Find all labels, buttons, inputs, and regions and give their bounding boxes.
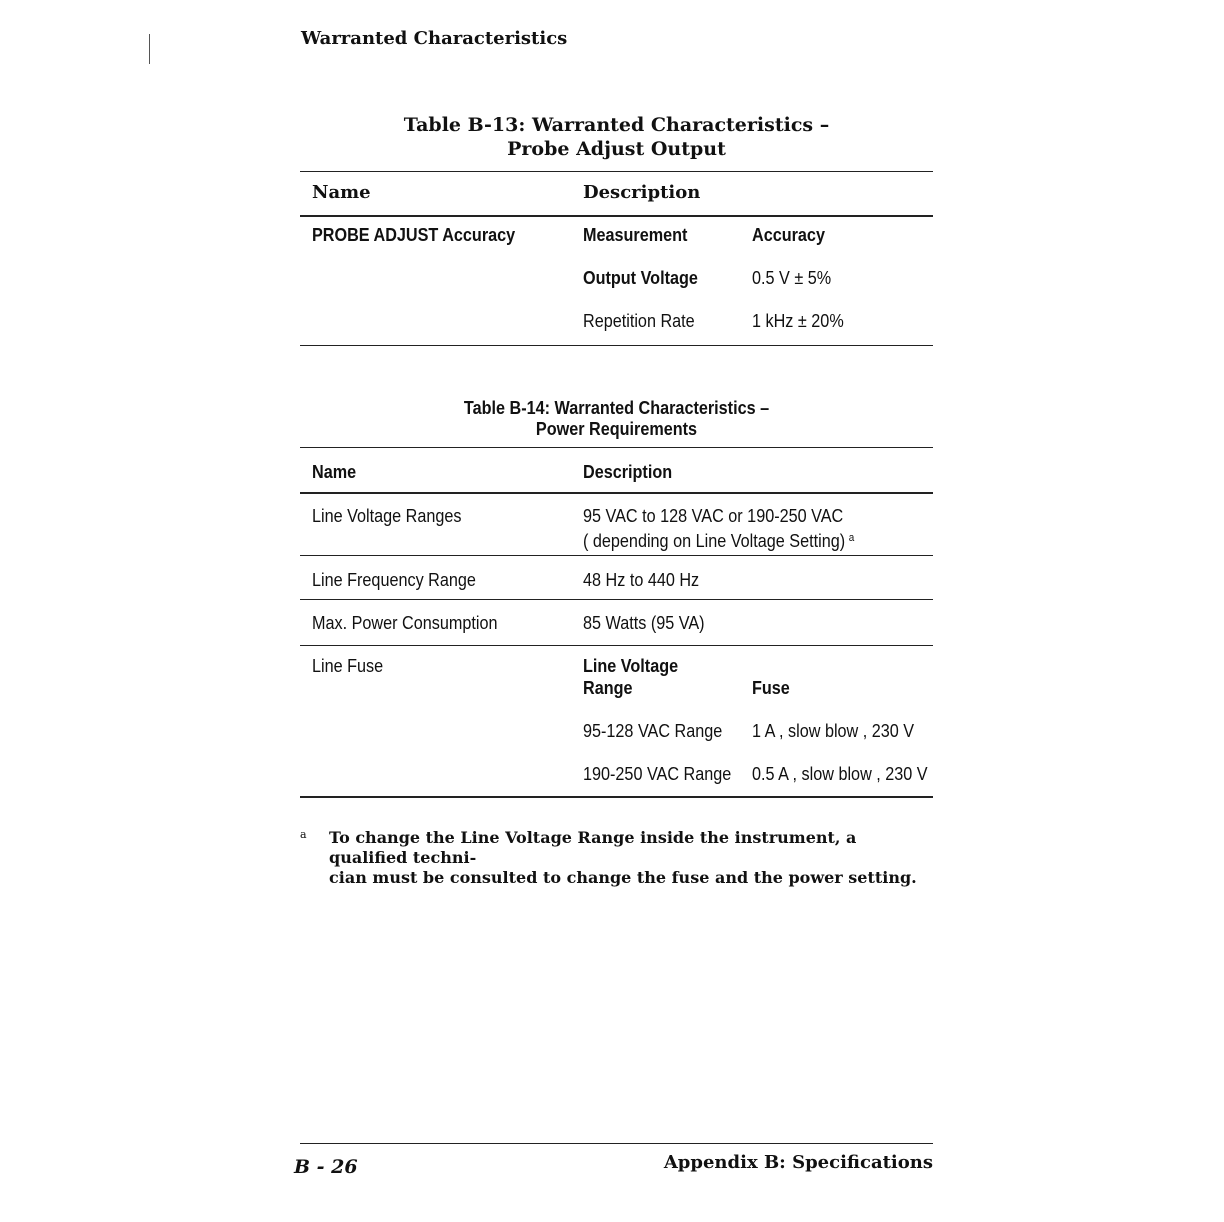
table-row-divider bbox=[300, 555, 933, 556]
table-b14-top-rule bbox=[300, 447, 933, 448]
table-b14-header-description: Description bbox=[583, 462, 673, 482]
table-b14-caption-line1: Table B-14: Warranted Characteristics – bbox=[463, 398, 770, 418]
table-row-name: Line Fuse bbox=[312, 656, 384, 676]
page-number: B - 26 bbox=[294, 1156, 358, 1178]
table-row-description: 85 Watts (95 VA) bbox=[583, 613, 705, 633]
table-b13-subheader-measurement: Measurement bbox=[583, 225, 688, 245]
footer-rule bbox=[300, 1143, 933, 1144]
fuse-range: 190-250 VAC Range bbox=[583, 764, 732, 784]
table-row-description-note: ( depending on Line Voltage Setting) $^a$ bbox=[583, 531, 855, 551]
table-b13-subheader-accuracy: Accuracy bbox=[752, 225, 825, 245]
table-b14-caption-line2: Power Requirements bbox=[535, 419, 698, 439]
footnote-reference: a bbox=[848, 532, 855, 544]
fuse-subheader-range: Range bbox=[583, 678, 633, 698]
table-b13-header-name: Name bbox=[312, 182, 371, 203]
table-b13-caption-line1: Table B-13: Warranted Characteristics – bbox=[403, 114, 830, 136]
section-title: Appendix B: Specifications bbox=[663, 1152, 933, 1173]
table-b14-header-rule bbox=[300, 492, 933, 494]
table-b13-row-name: PROBE ADJUST Accuracy bbox=[312, 225, 516, 245]
table-b13-header-description: Description bbox=[583, 182, 701, 203]
table-b13-accuracy: 0.5 V ± 5% bbox=[752, 268, 832, 288]
table-row-description: 95 VAC to 128 VAC or 190-250 VAC bbox=[583, 506, 844, 526]
fuse-subheader-range: Line Voltage bbox=[583, 656, 679, 676]
table-row-divider bbox=[300, 599, 933, 600]
table-b13-accuracy: 1 kHz ± 20% bbox=[752, 311, 844, 331]
fuse-range: 95-128 VAC Range bbox=[583, 721, 723, 741]
table-b14-header-name: Name bbox=[312, 462, 357, 482]
table-row-description: 48 Hz to 440 Hz bbox=[583, 570, 700, 590]
running-header: Warranted Characteristics bbox=[301, 28, 568, 49]
table-b13-bottom-rule bbox=[300, 345, 933, 346]
table-b13-measurement: Repetition Rate bbox=[583, 311, 695, 331]
table-b13-top-rule bbox=[300, 171, 933, 172]
margin-mark bbox=[149, 34, 150, 64]
table-b13-measurement: Output Voltage bbox=[583, 268, 698, 288]
fuse-subheader-fuse: Fuse bbox=[752, 678, 790, 698]
table-row-name: Line Frequency Range bbox=[312, 570, 476, 590]
table-b14-bottom-rule bbox=[300, 796, 933, 798]
table-b13-header-rule bbox=[300, 215, 933, 217]
table-row-name: Max. Power Consumption bbox=[312, 613, 498, 633]
table-row-name: Line Voltage Ranges bbox=[312, 506, 462, 526]
footnote-text: To change the Line Voltage Range inside the instrument, a qualified techni- cian must be consulted to change the fuse and the power setting. bbox=[329, 828, 917, 887]
table-row-divider bbox=[300, 645, 933, 646]
fuse-rating: 0.5 A , slow blow , 230 V bbox=[752, 764, 928, 784]
footnote-marker: a bbox=[300, 828, 307, 841]
fuse-rating: 1 A , slow blow , 230 V bbox=[752, 721, 915, 741]
table-b13-caption-line2: Probe Adjust Output bbox=[507, 138, 726, 160]
